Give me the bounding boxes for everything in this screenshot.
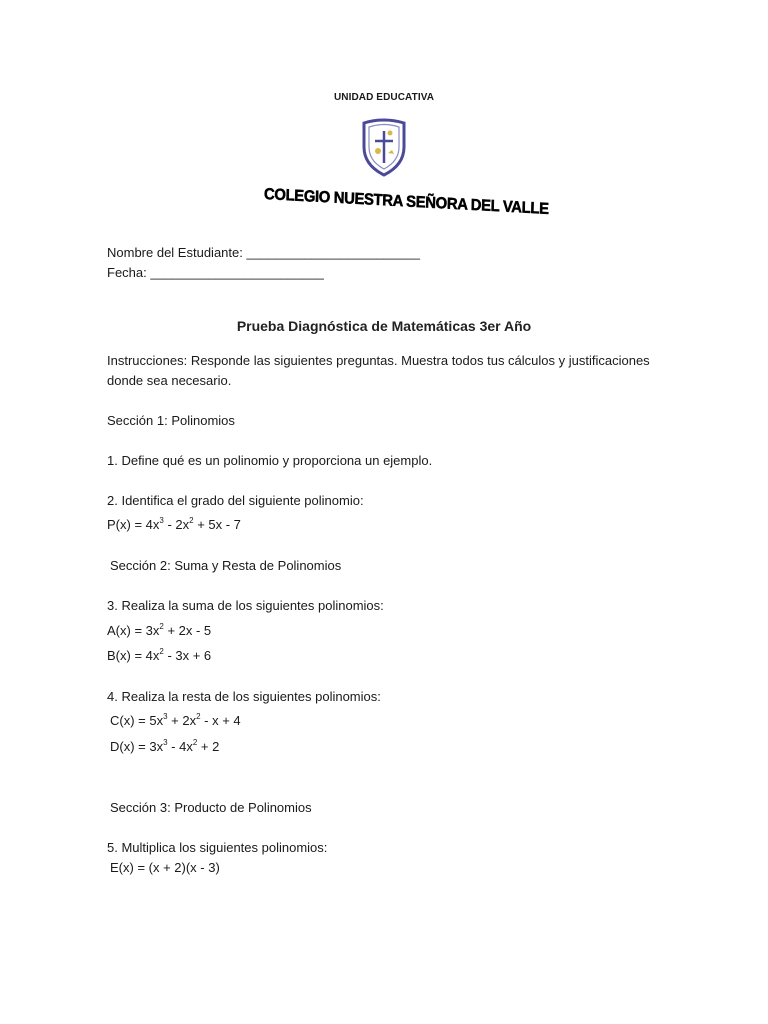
section-1-heading: Sección 1: Polinomios bbox=[107, 413, 235, 428]
school-crest-logo bbox=[358, 117, 410, 177]
formula-a: $A(x) = 3x^2 + 2x - 5$ bbox=[107, 622, 212, 638]
instructions-line-1: Instrucciones: Responde las siguientes preguntas. Muestra todos tus cálculos y justificaciones bbox=[107, 353, 650, 368]
instructions-line-2: donde sea necesario. bbox=[107, 373, 232, 388]
formula-c: $C(x) = 5x^3 + 2x^2 - x + 4$ bbox=[110, 712, 241, 728]
question-2: 2. Identifica el grado del siguiente polinomio: bbox=[107, 493, 364, 508]
question-5: 5. Multiplica los siguientes polinomios: bbox=[107, 840, 328, 855]
formula-b: $B(x) = 4x^2 - 3x + 6$ bbox=[107, 647, 212, 663]
school-unit-label: UNIDAD EDUCATIVA bbox=[333, 92, 435, 103]
formula-p: $P(x) = 4x^3 - 2x^2 + 5x - 7$ bbox=[107, 516, 241, 532]
question-1: 1. Define qué es un polinomio y proporciona un ejemplo. bbox=[107, 453, 433, 468]
section-2-heading: Sección 2: Suma y Resta de Polinomios bbox=[110, 558, 342, 573]
formula-e: E(x) = (x + 2)(x - 3) bbox=[110, 860, 220, 875]
school-name: COLEGIO NUESTRA SEÑORA DEL VALLE bbox=[263, 186, 549, 218]
question-4: 4. Realiza la resta de los siguientes polinomios: bbox=[107, 689, 381, 704]
test-title: Prueba Diagnóstica de Matemáticas 3er Año bbox=[236, 318, 532, 334]
date-field: Fecha: ________________________ bbox=[107, 265, 324, 280]
question-3: 3. Realiza la suma de los siguientes polinomios: bbox=[107, 598, 384, 613]
student-name-field: Nombre del Estudiante: ________________________ bbox=[107, 245, 420, 260]
formula-d: $D(x) = 3x^3 - 4x^2 + 2$ bbox=[110, 738, 220, 754]
section-3-heading: Sección 3: Producto de Polinomios bbox=[110, 800, 312, 815]
